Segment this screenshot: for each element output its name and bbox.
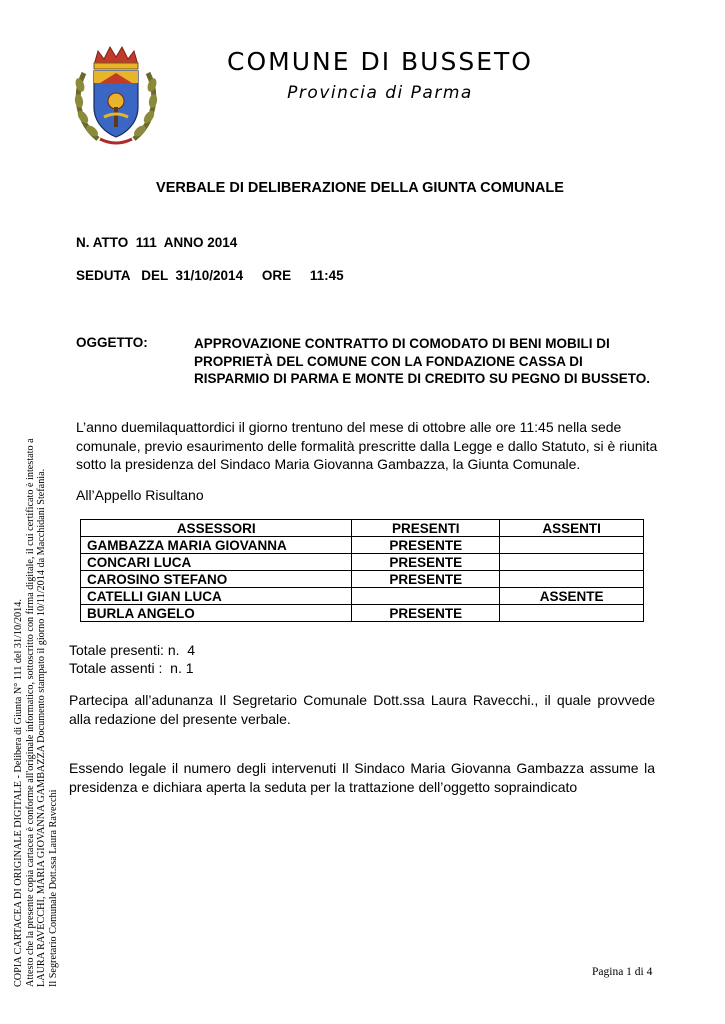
province-subtitle: Provincia di Parma <box>287 83 473 103</box>
assessore-name: GAMBAZZA MARIA GIOVANNA <box>81 537 352 554</box>
assessore-name: CAROSINO STEFANO <box>81 571 352 588</box>
totale-assenti: Totale assenti : n. 1 <box>69 660 194 676</box>
assente-cell <box>500 605 644 622</box>
presente-cell: PRESENTE <box>352 571 500 588</box>
municipality-title: COMUNE DI BUSSETO <box>227 47 533 76</box>
assessore-name: CATELLI GIAN LUCA <box>81 588 352 605</box>
side-line: Attesto che la presente copia cartacea è conforme all'originale informatico, sottoscritto con firma digitale, il cui certificato è intestato a <box>24 438 36 987</box>
table-row <box>81 571 644 588</box>
table-row <box>81 605 644 622</box>
coat-of-arms-logo <box>70 43 162 151</box>
essendo-paragraph: Essendo legale il numero degli intervenuti Il Sindaco Maria Giovanna Gambazza assume la presidenza e dichiara aperta la seduta per la trattazione dell’oggetto sopraindicato <box>69 760 655 795</box>
table-row <box>81 588 644 605</box>
assessore-name: BURLA ANGELO <box>81 605 352 622</box>
assente-cell <box>500 554 644 571</box>
side-line: LAURA RAVECCHI, MARIA GIOVANNA GAMBAZZA Documento stampato il giorno 10/11/2014 da Macchidani Stefania. <box>36 468 47 987</box>
oggetto-text: APPROVAZIONE CONTRATTO DI COMODATO DI BENI MOBILI DI PROPRIETÀ DEL COMUNE CON LA FONDAZIONE CASSA DI RISPARMIO DI PARMA E MONTE DI CREDITO SU PEGNO DI BUSSETO. <box>194 336 651 386</box>
assente-cell <box>500 571 644 588</box>
side-line: Il Segretario Comunale Dott.ssa Laura Ravecchi <box>47 789 59 987</box>
partecipa-paragraph: Partecipa all’adunanza Il Segretario Comunale Dott.ssa Laura Ravecchi., il quale provvede alla redazione del presente verbale. <box>69 692 655 727</box>
header-assenti: ASSENTI <box>500 520 644 537</box>
oggetto-label: OGGETTO: <box>76 335 148 350</box>
totale-presenti: Totale presenti: n. 4 <box>69 642 196 658</box>
appello-label: All’Appello Risultano <box>76 487 204 503</box>
document-heading: VERBALE DI DELIBERAZIONE DELLA GIUNTA COMUNALE <box>156 180 564 196</box>
page-number: Pagina 1 di 4 <box>592 966 653 978</box>
presente-cell: PRESENTE <box>352 537 500 554</box>
attendance-table <box>80 519 644 622</box>
header-presenti: PRESENTI <box>352 520 500 537</box>
seduta-info: SEDUTA DEL 31/10/2014 ORE 11:45 <box>76 268 344 283</box>
intro-paragraph: L’anno duemilaquattordici il giorno trentuno del mese di ottobre alle ore 11:45 nella sede comunale, previo esaurimento delle formalità prescritte dalla Legge e dallo Statuto, si è riunita sotto la presidenza del Sindaco Maria Giovanna Gambazza, la Giunta Comunale. <box>76 419 658 472</box>
header-assessori: ASSESSORI <box>81 520 352 537</box>
presente-cell: PRESENTE <box>352 605 500 622</box>
table-header-row <box>81 520 644 537</box>
assente-cell <box>500 537 644 554</box>
atto-number: N. ATTO 111 ANNO 2014 <box>76 235 238 250</box>
presente-cell: PRESENTE <box>352 554 500 571</box>
presente-cell <box>352 588 500 605</box>
table-row <box>81 554 644 571</box>
assente-cell: ASSENTE <box>500 588 644 605</box>
assessore-name: CONCARI LUCA <box>81 554 352 571</box>
side-line: COPIA CARTACEA DI ORIGINALE DIGITALE - Delibera di Giunta N° 111 del 31/10/2014. <box>13 599 24 987</box>
table-row <box>81 537 644 554</box>
